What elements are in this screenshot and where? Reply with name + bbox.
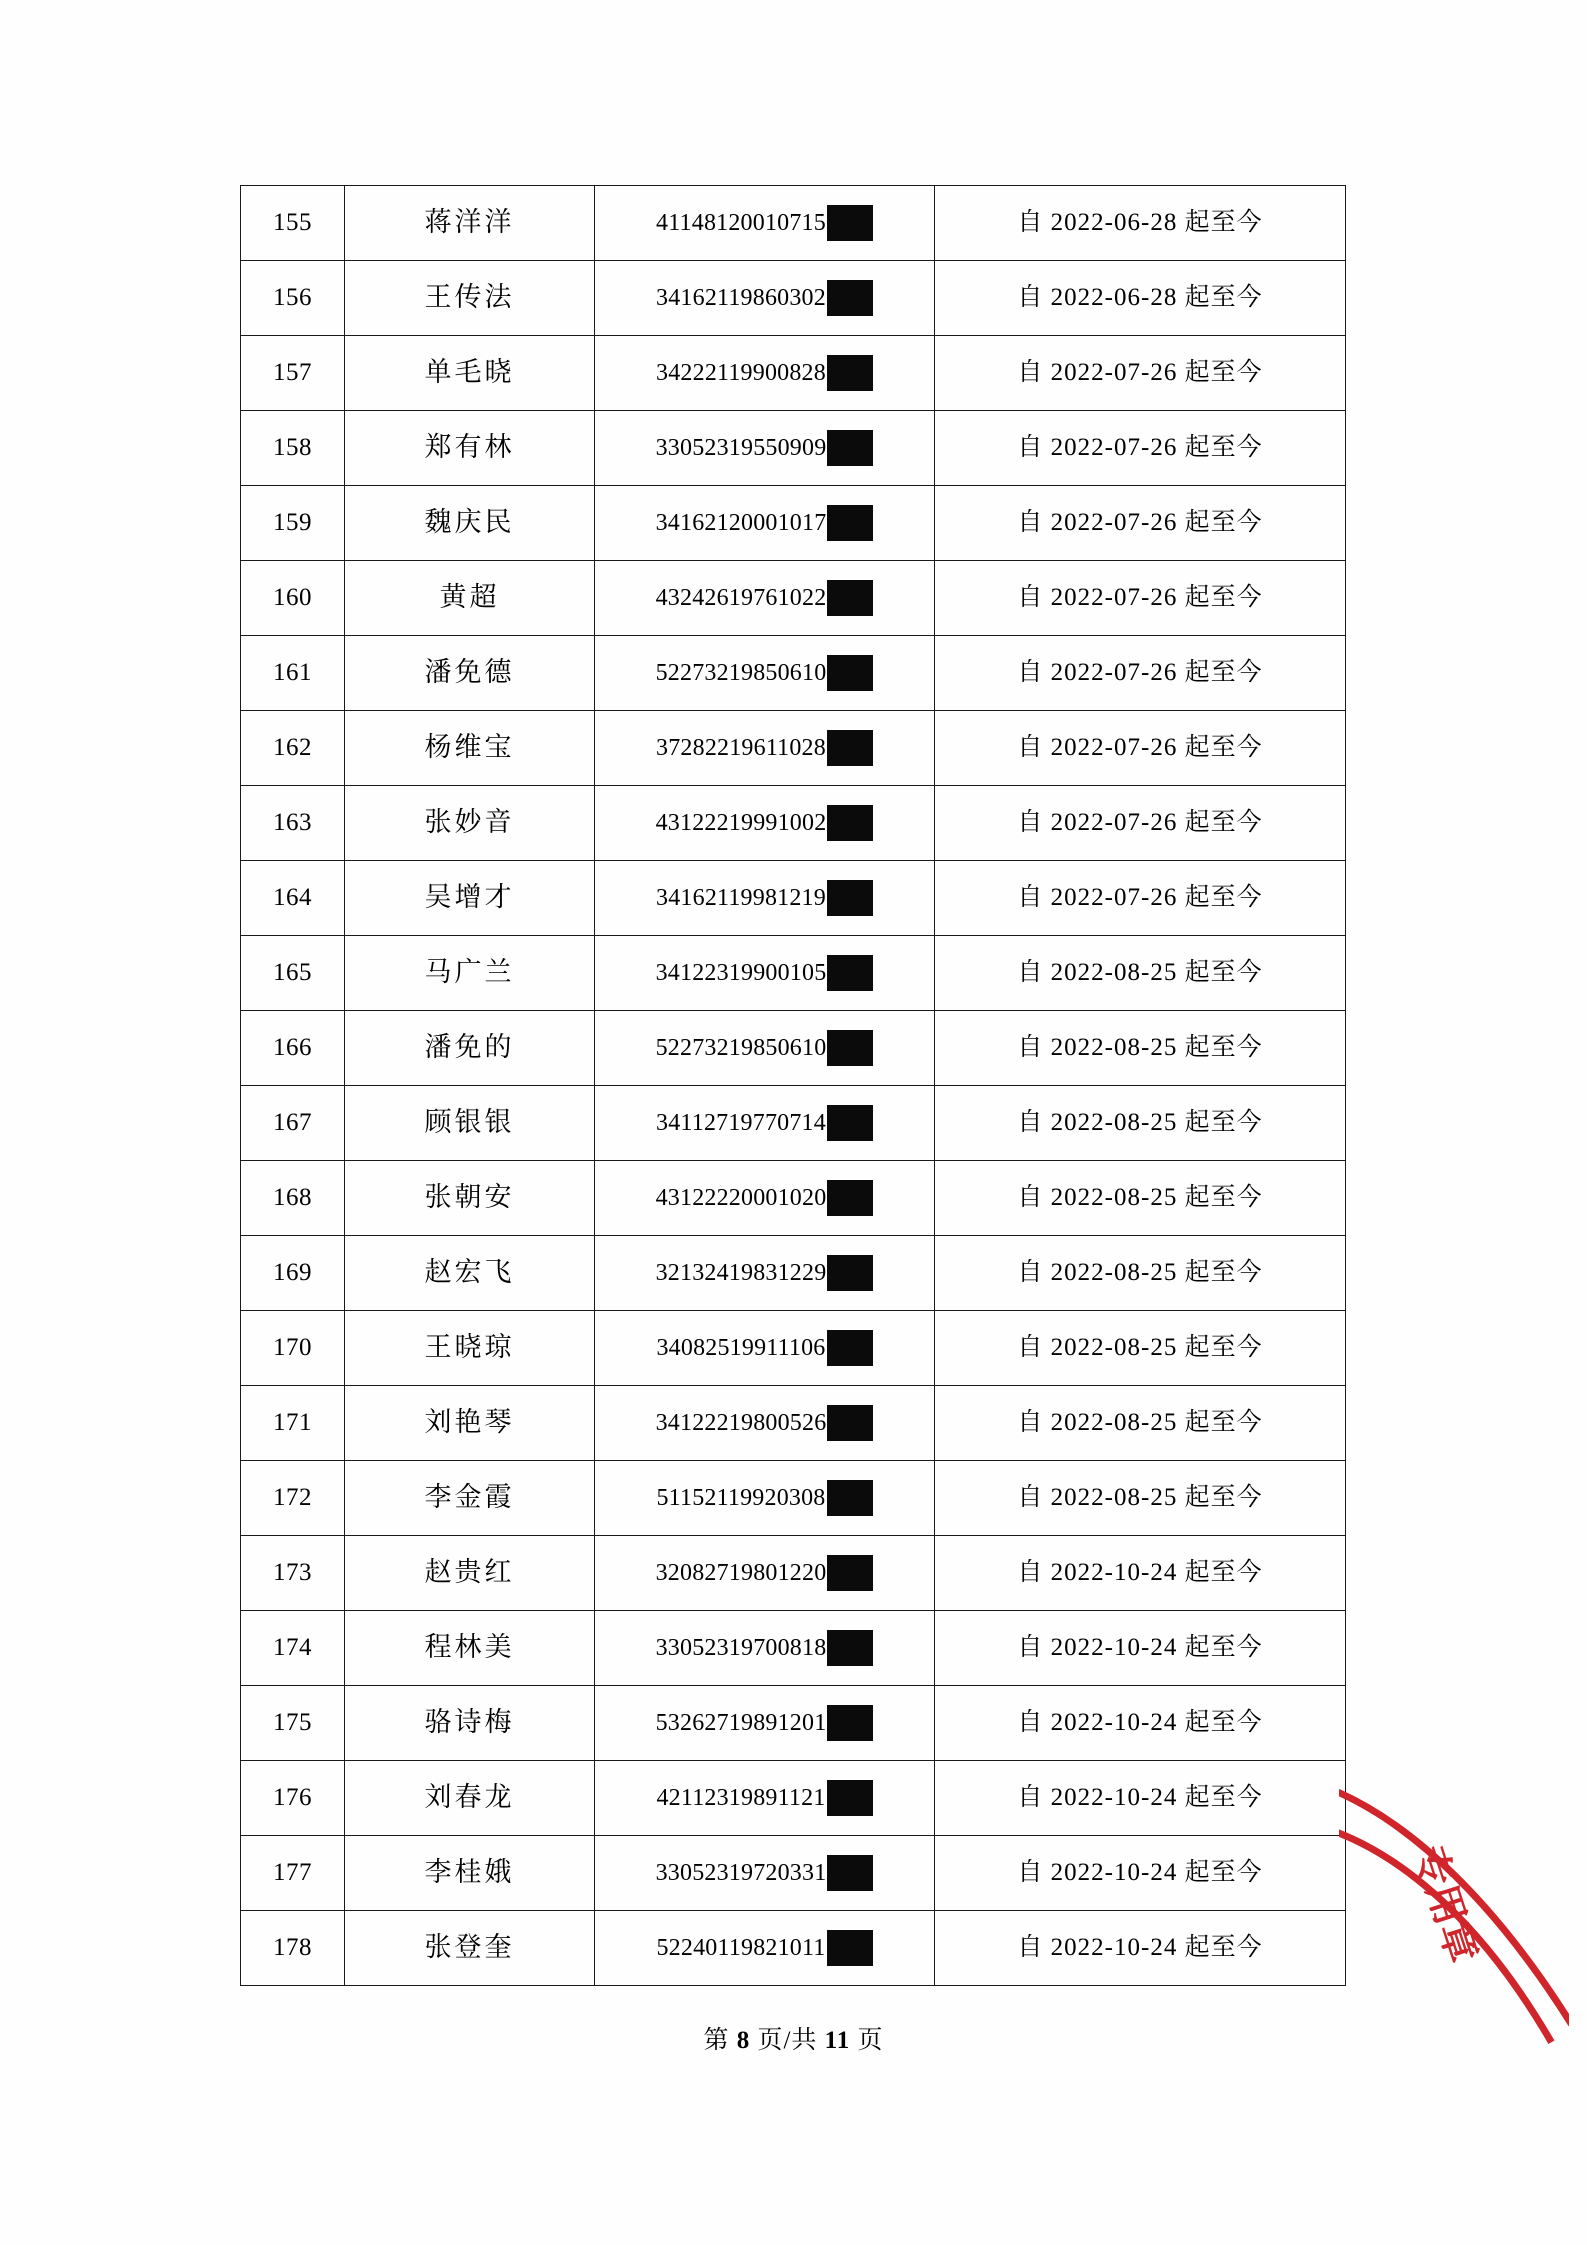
table-row xyxy=(241,861,1346,936)
row-name-cell xyxy=(345,336,595,411)
person-name: 单毛晓 xyxy=(424,357,515,388)
row-name-cell xyxy=(345,486,595,561)
row-name-cell xyxy=(345,1761,595,1836)
row-name-cell xyxy=(345,411,595,486)
row-period-cell xyxy=(935,786,1346,861)
row-index-cell xyxy=(241,336,345,411)
row-period-cell xyxy=(935,1836,1346,1911)
row-period-cell xyxy=(935,486,1346,561)
row-id-cell xyxy=(595,936,935,1011)
row-id-cell xyxy=(595,1161,935,1236)
table-row xyxy=(241,711,1346,786)
row-name-cell xyxy=(345,636,595,711)
person-name: 李桂娥 xyxy=(424,1857,515,1888)
row-index-cell xyxy=(241,936,345,1011)
id-number: 32132419831229 xyxy=(655,1260,827,1286)
row-name-cell xyxy=(345,1161,595,1236)
row-index: 164 xyxy=(273,884,312,912)
page-footer xyxy=(0,2020,1587,2056)
person-name: 潘免的 xyxy=(424,1032,515,1063)
redaction-block xyxy=(827,1105,873,1141)
row-period-cell xyxy=(935,861,1346,936)
row-period-cell xyxy=(935,1611,1346,1686)
row-index: 170 xyxy=(273,1334,312,1362)
person-name: 赵宏飞 xyxy=(424,1257,515,1288)
person-name: 顾银银 xyxy=(424,1107,515,1138)
period-text: 自 2022-08-25 起至今 xyxy=(1017,1334,1263,1362)
period-text: 自 2022-07-26 起至今 xyxy=(1017,659,1263,687)
table-row xyxy=(241,1461,1346,1536)
person-name: 赵贵红 xyxy=(424,1557,515,1588)
row-id-cell xyxy=(595,336,935,411)
person-name: 张朝安 xyxy=(424,1182,515,1213)
redaction-block xyxy=(827,430,873,466)
row-period-cell xyxy=(935,261,1346,336)
person-name: 张登奎 xyxy=(424,1932,515,1963)
row-period-cell xyxy=(935,1461,1346,1536)
redaction-block xyxy=(827,1480,873,1516)
red-seal-stamp xyxy=(1339,1740,1569,2160)
row-index-cell xyxy=(241,1611,345,1686)
row-index: 159 xyxy=(273,509,312,537)
redaction-block xyxy=(827,505,873,541)
redaction-block xyxy=(827,1930,873,1966)
id-number: 51152119920308 xyxy=(656,1485,826,1511)
redaction-block xyxy=(827,1855,873,1891)
row-name-cell xyxy=(345,936,595,1011)
id-number: 43122220001020 xyxy=(655,1185,827,1211)
period-text: 自 2022-07-26 起至今 xyxy=(1017,584,1263,612)
row-period-cell xyxy=(935,1386,1346,1461)
row-id-cell xyxy=(595,186,935,261)
row-index-cell xyxy=(241,1311,345,1386)
row-name-cell xyxy=(345,1011,595,1086)
row-id-cell xyxy=(595,1311,935,1386)
row-index-cell xyxy=(241,561,345,636)
person-name: 骆诗梅 xyxy=(424,1707,515,1738)
redaction-block xyxy=(827,1630,873,1666)
person-name: 马广兰 xyxy=(424,957,515,988)
footer-page-number: 8 xyxy=(736,2027,751,2054)
row-period-cell xyxy=(935,186,1346,261)
person-name: 杨维宝 xyxy=(424,732,515,763)
table-row xyxy=(241,1536,1346,1611)
table-row xyxy=(241,1836,1346,1911)
footer-suffix: 页 xyxy=(857,2027,884,2054)
id-number: 43122219991002 xyxy=(655,810,827,836)
row-period-cell xyxy=(935,336,1346,411)
period-text: 自 2022-10-24 起至今 xyxy=(1017,1634,1263,1662)
row-period-cell xyxy=(935,1536,1346,1611)
row-id-cell xyxy=(595,1011,935,1086)
person-name: 刘春龙 xyxy=(424,1782,515,1813)
period-text: 自 2022-08-25 起至今 xyxy=(1017,1109,1263,1137)
row-index-cell xyxy=(241,1686,345,1761)
row-index-cell xyxy=(241,1836,345,1911)
table-row xyxy=(241,1686,1346,1761)
row-period-cell xyxy=(935,1161,1346,1236)
svg-text:专用章: 专用章 xyxy=(1405,1840,1486,1969)
redaction-block xyxy=(827,880,873,916)
period-text: 自 2022-07-26 起至今 xyxy=(1017,734,1263,762)
period-text: 自 2022-08-25 起至今 xyxy=(1017,1259,1263,1287)
row-index-cell xyxy=(241,1461,345,1536)
person-name: 潘免德 xyxy=(424,657,515,688)
row-index-cell xyxy=(241,636,345,711)
table-row xyxy=(241,1236,1346,1311)
row-index: 157 xyxy=(273,359,312,387)
id-number: 43242619761022 xyxy=(655,585,827,611)
id-number: 32082719801220 xyxy=(655,1560,827,1586)
redaction-block xyxy=(827,655,873,691)
row-index: 160 xyxy=(273,584,312,612)
row-index-cell xyxy=(241,711,345,786)
records-table xyxy=(240,185,1346,1986)
person-name: 王晓琼 xyxy=(424,1332,515,1363)
row-name-cell xyxy=(345,261,595,336)
redaction-block xyxy=(827,1405,873,1441)
row-index-cell xyxy=(241,861,345,936)
row-id-cell xyxy=(595,411,935,486)
table-row xyxy=(241,486,1346,561)
row-name-cell xyxy=(345,561,595,636)
records-table-container xyxy=(240,185,1345,1986)
table-row xyxy=(241,1086,1346,1161)
row-id-cell xyxy=(595,561,935,636)
row-id-cell xyxy=(595,1911,935,1986)
id-number: 33052319550909 xyxy=(655,435,827,461)
table-row xyxy=(241,936,1346,1011)
row-id-cell xyxy=(595,1461,935,1536)
row-period-cell xyxy=(935,1311,1346,1386)
period-text: 自 2022-10-24 起至今 xyxy=(1017,1934,1263,1962)
row-index: 175 xyxy=(273,1709,312,1737)
redaction-block xyxy=(827,730,873,766)
person-name: 蒋洋洋 xyxy=(424,207,515,238)
footer-middle: 页/共 xyxy=(757,2027,818,2054)
row-id-cell xyxy=(595,486,935,561)
person-name: 魏庆民 xyxy=(424,507,515,538)
redaction-block xyxy=(827,1255,873,1291)
row-period-cell xyxy=(935,636,1346,711)
row-name-cell xyxy=(345,1311,595,1386)
row-period-cell xyxy=(935,411,1346,486)
table-row xyxy=(241,1386,1346,1461)
person-name: 郑有林 xyxy=(424,432,515,463)
row-index: 162 xyxy=(273,734,312,762)
table-row xyxy=(241,1761,1346,1836)
table-row xyxy=(241,786,1346,861)
row-index: 171 xyxy=(273,1409,312,1437)
records-table-body xyxy=(241,186,1346,1986)
row-id-cell xyxy=(595,861,935,936)
row-index: 165 xyxy=(273,959,312,987)
id-number: 34162120001017 xyxy=(655,510,827,536)
period-text: 自 2022-07-26 起至今 xyxy=(1017,359,1263,387)
row-name-cell xyxy=(345,186,595,261)
row-index: 174 xyxy=(273,1634,312,1662)
row-name-cell xyxy=(345,1086,595,1161)
row-id-cell xyxy=(595,1611,935,1686)
row-index-cell xyxy=(241,786,345,861)
id-number: 34082519911106 xyxy=(656,1335,826,1361)
person-name: 刘艳琴 xyxy=(424,1407,515,1438)
row-period-cell xyxy=(935,1761,1346,1836)
id-number: 52273219850610 xyxy=(655,660,827,686)
row-name-cell xyxy=(345,1836,595,1911)
table-row xyxy=(241,1611,1346,1686)
row-period-cell xyxy=(935,1086,1346,1161)
row-name-cell xyxy=(345,1461,595,1536)
row-index-cell xyxy=(241,1236,345,1311)
period-text: 自 2022-08-25 起至今 xyxy=(1017,959,1263,987)
table-row xyxy=(241,561,1346,636)
row-index: 168 xyxy=(273,1184,312,1212)
period-text: 自 2022-08-25 起至今 xyxy=(1017,1484,1263,1512)
id-number: 41148120010715 xyxy=(656,210,826,236)
id-number: 34222119900828 xyxy=(656,360,826,386)
row-index-cell xyxy=(241,261,345,336)
row-id-cell xyxy=(595,261,935,336)
row-index: 177 xyxy=(273,1859,312,1887)
period-text: 自 2022-07-26 起至今 xyxy=(1017,884,1263,912)
period-text: 自 2022-06-28 起至今 xyxy=(1017,209,1263,237)
period-text: 自 2022-10-24 起至今 xyxy=(1017,1859,1263,1887)
row-index-cell xyxy=(241,1011,345,1086)
id-number: 33052319700818 xyxy=(655,1635,827,1661)
row-id-cell xyxy=(595,1836,935,1911)
row-name-cell xyxy=(345,861,595,936)
id-number: 34162119981219 xyxy=(656,885,826,911)
row-name-cell xyxy=(345,1386,595,1461)
row-name-cell xyxy=(345,711,595,786)
row-index: 161 xyxy=(273,659,312,687)
row-index: 163 xyxy=(273,809,312,837)
period-text: 自 2022-08-25 起至今 xyxy=(1017,1184,1263,1212)
id-number: 34162119860302 xyxy=(656,285,826,311)
row-name-cell xyxy=(345,786,595,861)
row-index-cell xyxy=(241,1386,345,1461)
row-index-cell xyxy=(241,1536,345,1611)
redaction-block xyxy=(827,580,873,616)
period-text: 自 2022-08-25 起至今 xyxy=(1017,1034,1263,1062)
row-period-cell xyxy=(935,711,1346,786)
footer-total-pages: 11 xyxy=(824,2027,851,2054)
footer-prefix: 第 xyxy=(703,2027,730,2054)
row-name-cell xyxy=(345,1536,595,1611)
row-index: 167 xyxy=(273,1109,312,1137)
period-text: 自 2022-07-26 起至今 xyxy=(1017,809,1263,837)
redaction-block xyxy=(827,1180,873,1216)
period-text: 自 2022-07-26 起至今 xyxy=(1017,434,1263,462)
person-name: 吴增才 xyxy=(424,882,515,913)
period-text: 自 2022-06-28 起至今 xyxy=(1017,284,1263,312)
row-period-cell xyxy=(935,1011,1346,1086)
redaction-block xyxy=(827,955,873,991)
row-id-cell xyxy=(595,711,935,786)
row-index: 158 xyxy=(273,434,312,462)
period-text: 自 2022-08-25 起至今 xyxy=(1017,1409,1263,1437)
row-index: 178 xyxy=(273,1934,312,1962)
row-id-cell xyxy=(595,636,935,711)
row-index: 155 xyxy=(273,209,312,237)
person-name: 李金霞 xyxy=(424,1482,515,1513)
row-index-cell xyxy=(241,486,345,561)
row-id-cell xyxy=(595,1236,935,1311)
row-id-cell xyxy=(595,1386,935,1461)
row-name-cell xyxy=(345,1236,595,1311)
row-index-cell xyxy=(241,1911,345,1986)
row-period-cell xyxy=(935,936,1346,1011)
period-text: 自 2022-10-24 起至今 xyxy=(1017,1784,1263,1812)
id-number: 52240119821011 xyxy=(656,1935,826,1961)
redaction-block xyxy=(827,1555,873,1591)
redaction-block xyxy=(827,205,873,241)
redaction-block xyxy=(827,280,873,316)
table-row xyxy=(241,411,1346,486)
row-index-cell xyxy=(241,1761,345,1836)
person-name: 王传法 xyxy=(424,282,515,313)
row-index-cell xyxy=(241,1161,345,1236)
redaction-block xyxy=(827,355,873,391)
person-name: 张妙音 xyxy=(424,807,515,838)
period-text: 自 2022-07-26 起至今 xyxy=(1017,509,1263,537)
row-index: 166 xyxy=(273,1034,312,1062)
person-name: 程林美 xyxy=(424,1632,515,1663)
person-name: 黄超 xyxy=(439,582,500,613)
table-row xyxy=(241,1311,1346,1386)
id-number: 52273219850610 xyxy=(655,1035,827,1061)
table-row xyxy=(241,1161,1346,1236)
table-row xyxy=(241,1911,1346,1986)
table-row xyxy=(241,1011,1346,1086)
row-period-cell xyxy=(935,1686,1346,1761)
id-number: 42112319891121 xyxy=(656,1785,826,1811)
row-name-cell xyxy=(345,1611,595,1686)
period-text: 自 2022-10-24 起至今 xyxy=(1017,1709,1263,1737)
row-id-cell xyxy=(595,1686,935,1761)
table-row xyxy=(241,636,1346,711)
row-index: 169 xyxy=(273,1259,312,1287)
row-index-cell xyxy=(241,186,345,261)
row-index-cell xyxy=(241,1086,345,1161)
id-number: 34112719770714 xyxy=(656,1110,826,1136)
redaction-block xyxy=(827,1030,873,1066)
row-index: 173 xyxy=(273,1559,312,1587)
row-id-cell xyxy=(595,786,935,861)
id-number: 34122219800526 xyxy=(655,1410,827,1436)
redaction-block xyxy=(827,1330,873,1366)
id-number: 33052319720331 xyxy=(655,1860,827,1886)
id-number: 37282219611028 xyxy=(656,735,826,761)
table-row xyxy=(241,336,1346,411)
row-id-cell xyxy=(595,1536,935,1611)
row-index: 176 xyxy=(273,1784,312,1812)
row-period-cell xyxy=(935,1911,1346,1986)
redaction-block xyxy=(827,805,873,841)
redaction-block xyxy=(827,1780,873,1816)
row-name-cell xyxy=(345,1686,595,1761)
table-row xyxy=(241,261,1346,336)
id-number: 53262719891201 xyxy=(655,1710,827,1736)
row-name-cell xyxy=(345,1911,595,1986)
redaction-block xyxy=(827,1705,873,1741)
row-id-cell xyxy=(595,1761,935,1836)
row-period-cell xyxy=(935,561,1346,636)
row-id-cell xyxy=(595,1086,935,1161)
id-number: 34122319900105 xyxy=(655,960,827,986)
period-text: 自 2022-10-24 起至今 xyxy=(1017,1559,1263,1587)
row-period-cell xyxy=(935,1236,1346,1311)
table-row xyxy=(241,186,1346,261)
row-index-cell xyxy=(241,411,345,486)
row-index: 156 xyxy=(273,284,312,312)
row-index: 172 xyxy=(273,1484,312,1512)
